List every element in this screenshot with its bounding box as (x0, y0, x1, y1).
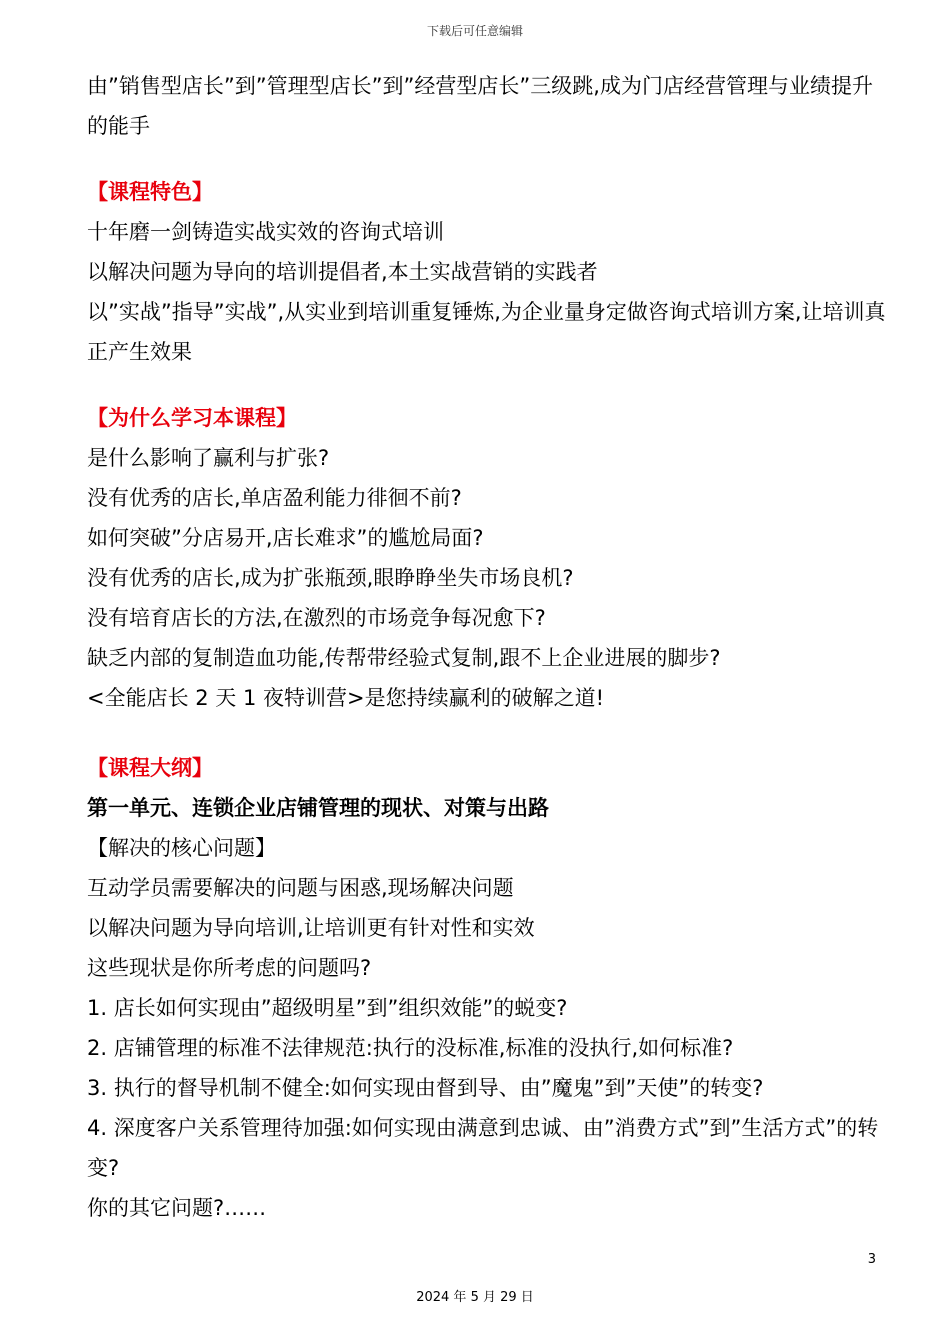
why-line: 没有优秀的店长,成为扩张瓶颈,眼睁睁坐失市场良机? (87, 566, 574, 590)
outline-line: 你的其它问题?…… (87, 1196, 267, 1220)
why-line: 如何突破”分店易开,店长难求”的尴尬局面? (87, 526, 484, 550)
document-body (87, 66, 887, 1228)
outline-heading: 【课程大纲】 (87, 756, 213, 780)
features-heading: 【课程特色】 (87, 180, 213, 204)
features-line: 以”实战”指导”实战”,从实业到培训重复锤炼,为企业量身定做咨询式培训方案,让培训真正产生效果 (87, 300, 886, 364)
outline-line: 2. 店铺管理的标准不法律规范:执行的没标准,标准的没执行,如何标准? (87, 1036, 734, 1060)
page-header: 下载后可任意编辑 (426, 24, 523, 38)
page-footer-date: 2024 年 5 月 29 日 (416, 1290, 534, 1305)
outline-line: 4. 深度客户关系管理待加强:如何实现由满意到忠诚、由”消费方式”到”生活方式”的转变? (87, 1116, 879, 1180)
why-line: 是什么影响了赢利与扩张? (87, 446, 330, 470)
unit-title: 第一单元、连锁企业店铺管理的现状、对策与出路 (87, 796, 549, 820)
outline-line: 1. 店长如何实现由”超级明星”到”组织效能”的蜕变? (87, 996, 568, 1020)
outline-line: 互动学员需要解决的问题与困惑,现场解决问题 (87, 876, 514, 900)
why-line: 缺乏内部的复制造血功能,传帮带经验式复制,跟不上企业进展的脚步? (87, 646, 721, 670)
why-line: 没有培育店长的方法,在激烈的市场竞争每况愈下? (87, 606, 546, 630)
outline-line: 以解决问题为导向培训,让培训更有针对性和实效 (87, 916, 535, 940)
why-line: <全能店长 2 天 1 夜特训营>是您持续赢利的破解之道! (87, 686, 605, 710)
features-line: 十年磨一剑铸造实战实效的咨询式培训 (87, 220, 444, 244)
why-line: 没有优秀的店长,单店盈利能力徘徊不前? (87, 486, 462, 510)
why-heading: 【为什么学习本课程】 (87, 406, 297, 430)
outline-line: 3. 执行的督导机制不健全:如何实现由督到导、由”魔鬼”到”天使”的转变? (87, 1076, 764, 1100)
page-number: 3 (867, 1252, 876, 1267)
intro-paragraph: 由”销售型店长”到”管理型店长”到”经营型店长”三级跳,成为门店经营管理与业绩提升的能手 (87, 74, 873, 138)
outline-line: 这些现状是你所考虑的问题吗? (87, 956, 372, 980)
features-line: 以解决问题为导向的培训提倡者,本土实战营销的实践者 (87, 260, 598, 284)
core-problems-heading: 【解决的核心问题】 (87, 836, 276, 860)
